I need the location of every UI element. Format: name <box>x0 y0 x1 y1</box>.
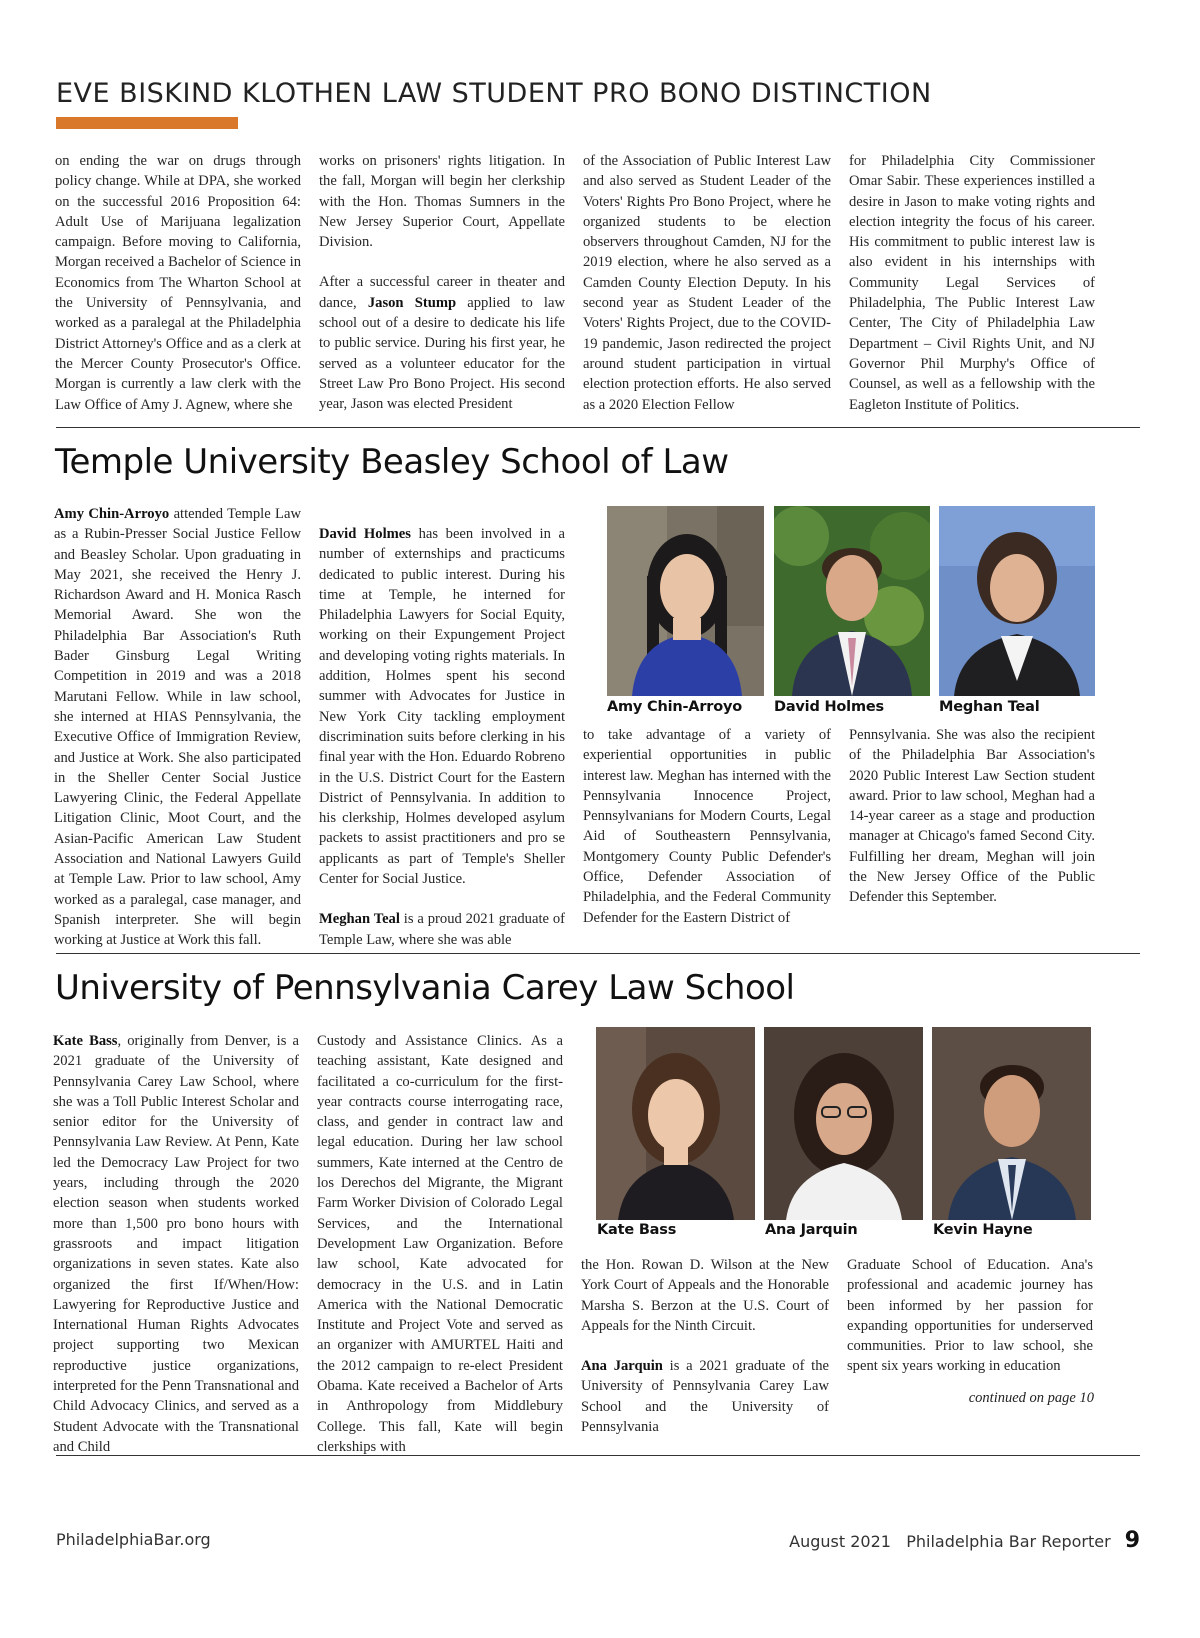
top-col3-text: of the Association of Public Interest Law and also served as Student Leader of the Voters' Rights Pro Bono Project, where he organized students to be election observers throughout Camden, NJ for the 2019 election, where he also served as a Camden County Election Deputy. In his second year as Student Leader of the Voters' Rights Project, due to the COVID-19 pandemic, Jason redirected the project around student participation in virtual election protection efforts. He also served as a 2020 Election Fellow <box>583 153 831 413</box>
top-col2-paragraph-1: works on prisoners' rights litigation. In the fall, Morgan will begin her clerkship with the Hon. Thomas Sumners in the New Jersey Superior Court, Appellate Division. <box>319 153 565 251</box>
name-kate-bass: Kate Bass <box>53 1033 118 1049</box>
caption-meghan-teal: Meghan Teal <box>939 699 1040 715</box>
temple-column-3 <box>583 725 831 928</box>
temple-col4-text: Pennsylvania. She was also the recipient of the Philadelphia Bar Association's 2020 Public Interest Law Section student award. Prior to law school, Meghan had a 14-year career as a stage and production manager at Chicago's famed Second City. Fulfilling her dream, Meghan will join the New Jersey Office of the Public Defender this September. <box>849 727 1095 906</box>
section-divider-2 <box>56 953 1140 954</box>
name-ana-jarquin: Ana Jarquin <box>581 1358 663 1375</box>
top-col4-text: for Philadelphia City Commissioner Omar Sabir. These experiences instilled a desire in Jason to make voting rights and election integrity the focus of his career. His commitment to public interest law is also evident in his internships with Community Legal Services of Philadelphia, The Public Interest Law Center, The City of Philadelphia Law Department – Civil Rights Unit, and NJ Governor Phil Murphy's Office of Counsel, as well as a fellowship with the Eagleton Institute of Politics. <box>849 153 1095 413</box>
photo-amy-chin-arroyo <box>607 506 764 696</box>
penn-column-2 <box>317 1031 563 1457</box>
footer-divider <box>56 1455 1140 1456</box>
footer-website: PhiladelphiaBar.org <box>56 1530 211 1549</box>
penn-col3-p2-body: is a 2021 graduate of the University of Pennsylvania Carey Law School and the University of Pennsylvania <box>581 1358 830 1436</box>
top-col2-p2-pre: After a successful career in theater and dance, <box>319 274 565 311</box>
temple-col2-paragraph-1 <box>319 524 565 889</box>
temple-col1-body: attended Temple Law as a Rubin-Presser Social Justice Fellow and Beasley Scholar. Upon graduating in May 2021, she received the Henry J. Richardson Award and H. Monica Rasch Memorial Award. She won the Philadelphia Bar Association's Ruth Bader Ginsburg Legal Writing Competition in 2019 and was a 2018 Marutani Fellow. While in law school, she interned at HIAS Pennsylvania, the Executive Office of Immigration Review, and Justice at Work. She also participated in the Sheller Center Social Justice Lawyering Clinic, the Federal Appellate Litigation Clinic, Moot Court, and the Asian-Pacific American Law Student Association and National Lawyers Guild at Temple Law. Prior to law school, Amy worked as a paralegal, case manager, and Spanish interpreter. She will begin working at Justice at Work this fall. <box>54 506 301 949</box>
penn-col2-text: Custody and Assistance Clinics. As a teaching assistant, Kate designed and facilitated a co-curriculum for the first-year contracts course interrogating race, class, and gender in contract law and legal education. During her law school summers, Kate interned at the Centro de los Derechos del Migrante, the Migrant Farm Worker Division of Colorado Legal Services, and the International Development Law Organization. Before law school, Kate advocated for democracy in the U.S. and in Latin America with the National Democratic Institute and Project Vote and served as an organizer with AMURTEL Haiti and the 2012 campaign to re-elect President Obama. Kate received a Bachelor of Arts in Anthropology from Middlebury College. This fall, Kate will begin clerkships with <box>317 1033 563 1455</box>
top-col2-paragraph-2 <box>319 272 565 414</box>
section-divider-1 <box>56 427 1140 428</box>
name-jason-stump: Jason Stump <box>367 294 457 311</box>
name-meghan-teal: Meghan Teal <box>319 911 400 928</box>
name-david-holmes: David Holmes <box>319 526 411 542</box>
footer-issue: August 2021 Philadelphia Bar Reporter <box>789 1532 1111 1551</box>
top-col1-text: on ending the war on drugs through policy change. While at DPA, she worked on the successful 2016 Proposition 64: Adult Use of Marijuana legalization campaign. Before moving to California, Morgan received a Bachelor of Science in Economics from The Wharton School at the University of Pennsylvania, and worked as a paralegal at the Philadelphia District Attorney's Office and as a clerk at the Mercer County Prosecutor's Office. Morgan is currently a law clerk with the Law Office of Amy J. Agnew, where she <box>55 153 301 413</box>
photo-kate-bass <box>596 1027 755 1220</box>
caption-kate-bass: Kate Bass <box>597 1222 677 1238</box>
top-col2-p2-post: applied to law school out of a desire to dedicate his life to public service. During his first year, he served as a volunteer educator for the Street Law Pro Bono Project. His second year, Jason was elected President <box>319 294 566 413</box>
penn-col1-text <box>53 1031 299 1457</box>
penn-column-1 <box>53 1031 299 1457</box>
penn-section-title: University of Pennsylvania Carey Law School <box>55 968 795 1008</box>
footer-issue-info <box>789 1528 1140 1553</box>
temple-column-1 <box>54 504 301 951</box>
temple-col3-text: to take advantage of a variety of experiential opportunities in public interest law. Meghan has interned with the Pennsylvania Innocence Project, Pennsylvanians for Modern Courts, Legal Aid of Southeastern Pennsylvania, Montgomery County Public Defender's Office, Defender Association of Philadelphia, and the Federal Community Defender for the Eastern District of <box>583 727 831 926</box>
temple-col2-p2-body: is a proud 2021 graduate of Temple Law, where she was able <box>319 911 566 948</box>
caption-ana-jarquin: Ana Jarquin <box>765 1222 858 1238</box>
section-kicker: EVE BISKIND KLOTHEN LAW STUDENT PRO BONO DISTINCTION <box>56 78 932 109</box>
temple-col1-text <box>54 504 301 951</box>
top-column-4 <box>849 151 1095 415</box>
temple-column-2 <box>319 524 565 950</box>
page-number: 9 <box>1124 1528 1140 1553</box>
caption-kevin-hayne: Kevin Hayne <box>933 1222 1033 1238</box>
penn-column-3 <box>581 1255 829 1437</box>
penn-col4-text: Graduate School of Education. Ana's professional and academic journey has been informed by her passion for expanding opportunities for underserved communities. Prior to law school, she spent six years working in education <box>847 1257 1093 1375</box>
name-amy-chin-arroyo: Amy Chin-Arroyo <box>54 506 170 522</box>
photo-meghan-teal <box>939 506 1095 696</box>
penn-col3-paragraph-2 <box>581 1356 829 1437</box>
top-column-2 <box>319 151 565 415</box>
penn-col3-paragraph-1: the Hon. Rowan D. Wilson at the New York Court of Appeals and the Honorable Marsha S. Berzon at the U.S. Court of Appeals for the Ninth Circuit. <box>581 1257 829 1334</box>
photo-ana-jarquin <box>764 1027 923 1220</box>
photo-david-holmes <box>774 506 930 696</box>
photo-kevin-hayne <box>932 1027 1091 1220</box>
penn-column-4 <box>847 1255 1093 1377</box>
temple-column-4 <box>849 725 1095 908</box>
caption-david-holmes: David Holmes <box>774 699 884 715</box>
penn-col1-body: , originally from Denver, is a 2021 graduate of the University of Pennsylvania Carey Law School, where she was a Toll Public Interest Scholar and senior editor for the University of Pennsylvania Law Review. At Penn, Kate led the Democracy Law Project for two years, including through the 2020 election season when students worked more than 1,500 pro bono hours with grassroots and impact litigation organizations in seven states. Kate also organized the first If/When/How: Lawyering for Reproductive Justice and International Human Rights Advocates project supporting two Mexican reproductive justice organizations, interpreted for the Penn Transnational and Child Advocacy Clinics, and served as a Student Advocate with the Transnational and Child <box>53 1033 300 1455</box>
temple-col2-paragraph-2 <box>319 909 565 950</box>
top-column-1 <box>55 151 301 415</box>
temple-col2-body: has been involved in a number of externships and practicums dedicated to public interest. During his time at Temple, he interned for Philadelphia Lawyers for Social Equity, working on their Expungement Project and developing voting rights materials. In addition, Holmes spent his second summer with Advocates for Justice in New York City tackling employment discrimination suits before clerking in his final year with the Hon. Eduardo Robreno in the U.S. District Court for the Eastern District of Pennsylvania. In addition to his clerkship, Holmes developed asylum packets to assist practitioners and pro se applicants as part of Temple's Sheller Center for Social Justice. <box>319 526 565 888</box>
kicker-accent-bar <box>56 117 238 129</box>
temple-section-title: Temple University Beasley School of Law <box>55 442 729 482</box>
continued-note: continued on page 10 <box>968 1390 1094 1406</box>
top-column-3 <box>583 151 831 415</box>
caption-amy-chin-arroyo: Amy Chin-Arroyo <box>607 699 743 715</box>
